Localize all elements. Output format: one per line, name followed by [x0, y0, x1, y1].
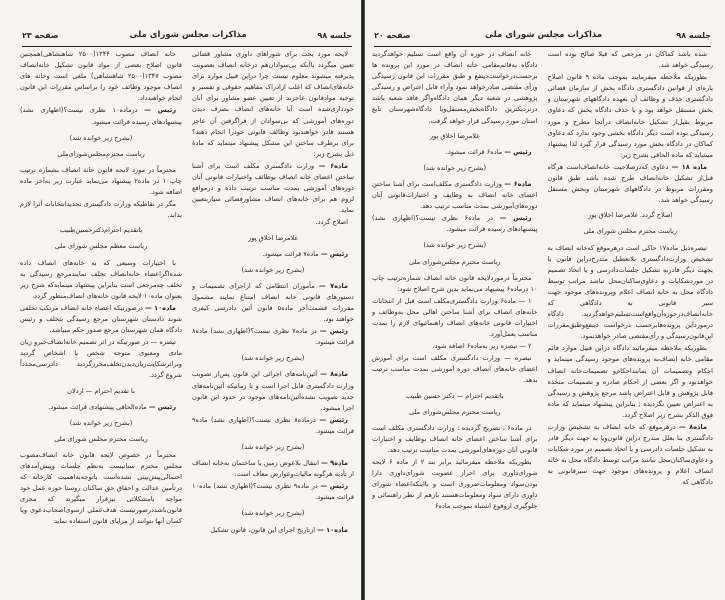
book-gutter — [361, 0, 365, 600]
centered-note — [20, 434, 182, 445]
block-text: غلامرضا اخلاق پور — [429, 131, 480, 140]
centered-note — [192, 508, 354, 519]
paragraph — [192, 49, 354, 160]
signature-line — [20, 386, 182, 397]
text-column-left — [372, 49, 538, 560]
header-rule — [22, 46, 352, 48]
paragraph — [192, 217, 354, 228]
article-text — [192, 161, 354, 216]
paragraph — [372, 341, 538, 352]
article-label: ماده۸ — — [320, 370, 349, 379]
article-label: ماده۱۰ — — [145, 303, 177, 312]
article-text — [192, 281, 354, 325]
paragraph — [372, 353, 538, 386]
article-label: ماده۶ — — [504, 179, 532, 188]
block-text: درصورتیکه اعضاء خانه انصاف مرتکب تخلفی شوند دادستان شهرستان مرجع رسیدگی بتخلف و رئیس دادگاه همان شهرستان مرجع صدور حکم میباشد. — [20, 303, 182, 335]
block-text: نیصره‌ذیل ماده۱۷ حاکی است درهرموقع که‌خانه انصاف به تشخیص وزارت‌دادگستری بلاتعطیل متدرج‌دراین قانون یا بجهت دیگر قادربه تشکیل جلسات‌دادرسی و یا اتخاذ تصمیم در موردشکایات و دعاوی‌ساکنان‌محل نباشد مراتب توسط دادگاه محل به خانه انصاف اعلام وپرونده‌های موجود جهت سیر قانونی به دادگاهی که خانه‌انصاف‌درحوزه‌آن‌واقع‌است‌تسلیم‌خواهدگردید. دادگاه درموردآین پرونده‌هابرحسب درخواست ذینفع‌وطبق‌مقررات این‌قانون‌رسیدگی و رأی‌مقتضی صادر خواهدنمود. — [547, 243, 713, 341]
block-text: تبصره — وزارت دادگستری مکلف است برای آموزش اعضای خانه‌های انصاف دوره آموزشی بمدت مناسب ترتیب بدهد. — [372, 354, 538, 385]
block-text: (بشرح زیر خوانده شد) — [241, 354, 305, 363]
centered-note — [20, 241, 182, 252]
article-text — [548, 422, 714, 489]
paragraph — [372, 296, 538, 340]
paragraph — [548, 243, 714, 343]
block-text: انتقال بلاعوض زمین یا ساختمان به‌خانه انصاف از تأدیه هرگونه مالیات‌وعوارض معاف است. — [192, 459, 354, 479]
block-text: (بشرح زیر خوانده شد) — [241, 265, 305, 274]
block-text: (بشرح زیر خوانده شد) — [69, 418, 133, 427]
block-text: با اختیارات وسیعی که به خانه‌های انصاف داده شده‌اگراعضاء خانه‌انصاف تخلف نمایندمرجع رسیدگی به تخلف چه‌مرجعی است بنابراین پیشنهاد مینمایدکه شرح زیر بعنوان ماده۱۰ لایحه قانون خانه‌های انصاف‌منظور گردد. — [20, 258, 182, 300]
block-text: تبصره — در صورتیکه در اثر تصمیم خانه‌انصاف‌خبرو زیان مادی ومعنوی متوجه شخص یا اشخاص گردید وبراثرشکایت‌زیان‌دیدن‌تخلف‌محرزگردید دادرسی‌مجدداً شروع گردد. — [20, 338, 182, 380]
right-page-header — [374, 27, 711, 43]
block-text: شده باشد کماکان در مرجعی که قبلا صالح بوده است رسیدگی خواهد شد. — [547, 50, 713, 70]
speaker-line — [192, 415, 354, 437]
article-text — [372, 179, 538, 212]
article-text — [548, 162, 714, 206]
block-text: ازتاریخ اجرای این قانون، قانون تشکیل — [210, 525, 316, 534]
block-text: اصلاح گردد. غلامرضا اخلاق پور — [588, 211, 673, 220]
signature-line — [20, 225, 182, 236]
block-text: (بشرح زیر خوانده شد) — [423, 241, 487, 250]
article-label: ماده۱۰ — — [317, 525, 348, 534]
article-text — [20, 303, 182, 336]
session-number: جلسه ۹۸ — [676, 30, 711, 40]
block-text: خانه انصاف مصوب ۱۳۴۴(۲۵۰۰ شاهنشاهی)همچنین قانون اصلاح بعضی از مواد قانون تشکیل خانه‌انصاف مصوب ۱۳۴۷(۲۵۰۰ شاهنشاهی) ملغی است وخانه های انصاف موجود وظائف خود را براساس مقررات این قانون انجام خواهندداد. — [20, 50, 182, 103]
block-text: ریاست محترم مجلس شورای ملی — [583, 227, 678, 236]
block-text: بطوریکه ملاحظه میفرمایند بموجب ماده ۹ قانون اصلاح پاره‌ای از قوانین دادگستری دادگاه بخش از سازمان قضائی دادگستری حذف و وظائف آن بعهده دادگاههای شهرستان و بخش مستقل خواهد بود و با حذف دادگاه بخش که دعاوی مربوط بقبل‌از تشکیل خانه‌انصاف درآنجا مطرح و مورد رسیدگی بوده است دیگر دادگاه بخشی وجود ندارد که دعاوی کماکان در دادگاه بخش مورد رسیدگی قرار گیرد لذا پیشنهاد میشاید که ماده الحاقی بشرح زیر: — [547, 73, 713, 159]
block-text: ماده۷ قرائت میشود. — [262, 249, 319, 258]
speaker-name: رئیس — — [319, 327, 348, 336]
speaker-name: رئیس — — [144, 106, 176, 115]
block-text: خانه انصاف در حوزه آن واقع است تسلیم خواهدگردید دادگاه به‌قائم‌مقامی خانه انصاف در مورد این پرونده ها برحسب‌درخواست‌ذینفع و طبق مقررات این قانون رسیدگی ورأی مقتضی صادرخواهد نمود وآراء قابل اعتراض و رسیدگی پژوهشی در شعبه دیگر همان دادگاه‌واگر فاقد شعبه باشد درنزدیکترین دادگاه‌بخش‌مستقل‌ویا دادگاه‌شهرستان تابع استان مورد رسیدگی قرار خواهد گرفت. — [372, 50, 538, 125]
block-text: در ماده۹ نظری نیست؟(اظهاری نشد) ماده۱۰ قرائت میشود. — [192, 482, 354, 502]
running-title: مذاکرات مجلس شورای ملی — [484, 30, 603, 40]
centered-note — [20, 149, 182, 160]
speaker-name: رئیس — — [504, 147, 532, 156]
text-column-right — [192, 49, 354, 560]
block-text: درماده۱۰ نظری نیست؟(اظهاری نشد) پیشنهادهای رسیده قرائت میشود. — [20, 106, 182, 126]
block-text: ریاست محترم مجلس‌شورای ملی — [408, 257, 501, 266]
block-text: غلامرضا اخلاق پور — [248, 233, 298, 242]
paragraph — [372, 423, 538, 456]
block-text: باتقدیم احترام — دکتر حسین طبیب — [405, 391, 504, 400]
centered-note — [372, 257, 538, 268]
block-text: (بشرح زیر خوانده شد) — [423, 163, 487, 172]
block-text: باتقدیم احترام‌دکترحسین‌طبیب — [59, 226, 143, 235]
speaker-line — [192, 481, 354, 503]
block-text: درهرموقع که خانه انصاف به تشخیص وزارت دادگستری بنا بعلل مندرج دراین قانون‌ویا به جهت دیگر قادر به تشکیل جلسات دادرسی و یا اتخاذ تصمیم در مورد شکایات و دعاوی‌ساکنان‌محل نباشد مراتب توسط دادگاه محل به خانه انصاف اعلام و پرونده‌های موجود جهت سیرقانونی به دادگاهی که — [547, 423, 713, 487]
block-text: محترماً درموردلایحه قانون خانه انصاف شماره‌ترتیب چاپ ۱۰ درماده۶ پیشنهاد می‌نماید بدین شرح اصلاح شود: — [372, 273, 538, 293]
paragraph — [20, 165, 182, 198]
centered-note — [372, 240, 538, 251]
paragraph — [20, 199, 182, 221]
block-text: در ماده۶ نظری نیست؟(اظهاری نشد) پیشنهادهای رسیده قرائت میشود. — [372, 214, 538, 234]
article-text — [192, 458, 354, 480]
paragraph — [20, 258, 182, 302]
article-text — [192, 369, 354, 413]
signature-line — [548, 210, 714, 221]
article-label: ماده ۱۸ — — [671, 162, 707, 171]
paragraph — [548, 343, 714, 421]
speaker-name: رئیس — — [319, 415, 348, 424]
block-text: (بشرح زیر خوانده شد) — [241, 509, 305, 518]
text-column-left — [20, 49, 182, 560]
page-number: صفحه ۲۳ — [22, 30, 59, 40]
paragraph — [372, 49, 538, 127]
block-text: وزارت دادگستری مکلف است برای آشنا ساختن اعضای خانه انصاف بوظائف واختیارات قانونی آنان دوره‌های آموزشی بمدت مناسب ترتیب داده و درمواقع لزوم هم برای خانه‌های انصاف مشاورقضائی سیاربتعیین نماید. — [192, 161, 354, 215]
block-text: دعاوی که‌درصلاحیت خانه‌انصاف‌است هرگاه قبل‌از تشکیل خانه‌انصاف طرح شده باشد طبق قانون ومقررات مربوط در دادگاههای شهرستان وبخش مستقل رسیدگی خواهد شد. — [547, 162, 713, 205]
block-text: (بشرح زیر خوانده شد) — [69, 133, 133, 142]
block-text: با تقدیم احترام — اردلان — [67, 386, 135, 395]
left-page — [0, 0, 362, 600]
centered-note — [192, 442, 354, 453]
right-page — [362, 0, 725, 600]
block-text: در ماده۶ ، تصریح گردیده : وزارت دادگستری مکلف است برای آشنا ساختن اعضای خانه انصاف بوظایف و اختیارات قانونی آنان دوره‌های‌آموزشی بمدت مناسب ترتیب دهد. — [372, 423, 538, 454]
centered-note — [20, 418, 182, 429]
page-number: صفحه ۲۰ — [374, 30, 411, 40]
article-label: ماده۶ — — [318, 161, 348, 170]
article-label: ماده۹ — — [321, 459, 349, 468]
session-number: جلسه ۹۸ — [317, 30, 352, 40]
speaker-line — [372, 147, 538, 158]
signature-line — [192, 233, 354, 244]
centered-note — [548, 226, 714, 237]
paragraph — [548, 72, 714, 161]
block-text: در ماده۷ نظری نیست؟(اظهاری نشد) ماده۸ قرائت میشود. — [192, 327, 354, 347]
block-text: درماده۸ نظری نیست؟(اظهاری نشد) ماده۹ قرائت میشود. — [192, 415, 354, 435]
block-text: وزارت دادگستری مکلف‌است برای آشنا ساختن اعضای خانه انصاف به وظایف و اختیارات‌قانونی آنان دوره‌های‌آموزشی بمدت مناسب ترتیب دهد. — [372, 179, 538, 211]
block-text: مگر در نقاطیکه وزارت دادگستری تجدیدانتخابات آنرا لازم بداند. — [20, 200, 182, 220]
centered-note — [192, 265, 354, 276]
block-text: بطوریکه ملاحظه میفرمائید برابر بند ۲ از ماده ۶ لایحه شورای‌داوری برای احراز عضویت شورای‌داوری دارا بودن‌سواد ومعلومات‌ضروری است و بااینکه‌اعضاء شورای داوری دارای سواد ومعلومات‌هستند بازهم از نظر راهنمائی و جلوگیری ازوقوع اشتباه بموجب ماده۶ — [372, 458, 538, 511]
speaker-name: رئیس — — [499, 214, 532, 223]
paragraph — [372, 273, 538, 295]
block-text: بطوریکه ملاحظه میفرمائید دادگاه دراین قبیل موارد قائم مقامی خانه انصاف‌به پرونده‌های موجود رسیدگی مینماید و احکام وتصمیمات آن بمانند‌احکام‌و تصمیمات‌خانه انصاف خواهدبود و اگر بعضی از احکام صادره و تصمیمات متخذه قابل پژوهش و قابل اعتراض باشد مرجع پژوهش و رسیدگی به اعتراض تعیین نگردیده ; بنابراین پیشنهاد مینماید که ماده فوق الذکر بشرح زیر اصلاح گردد. — [547, 344, 713, 419]
centered-note — [192, 353, 354, 364]
block-text: آئین‌نامه‌های اجرائی این قانون پس‌از تصویب وزارت دادگستری قابل اجرا است و تا زمانیکه آئین‌نامه‌های جدید تصویب نشده‌آئین‌نامه‌های موجود در حدود این قانون اجرا میشود. — [192, 370, 354, 412]
paragraph — [548, 49, 714, 71]
header-rule — [374, 46, 711, 48]
block-text: اصلاح گردد. — [315, 218, 348, 227]
block-text: لایحه مورد بحث برای شوراهای داوری مشاور قضائی تعیین میگردد باآنکه بی‌سوادان‌هم درخانه انصاف بعضویت پذیرفته میشوند معلوم نیست چرا دراین قبیل موارد برای خانه‌های‌انصاف که اغلب ازادراک مفاهیم حقوقی و تفسیر و توجیه موادقانون عاجزند از تعیین عضو مشاور برای آنان خودداری‌شده است آیا خانه‌های انصاف بصرف دیدن دوره‌های آموزشی که بی‌سوادان از فراگرفتن آن عاجز هستند قادر خواهندبود وظائف قانونی خودرا انجام دهند؟ برای برطرف ساختن این مشکل پیشنهاد مینماید که مادهٔ ذیل بشرح زیر: — [192, 50, 354, 158]
centered-note — [372, 407, 538, 418]
article-label: ماده۷ — — [319, 281, 348, 290]
signature-line — [372, 131, 538, 142]
block-text: ریاست محترم مجلس‌شورای ملی — [408, 407, 501, 416]
centered-note — [20, 133, 182, 144]
text-column-right — [548, 49, 714, 560]
block-text: ۱ — ماده۶ وزارت دادگستری‌مکلف است قبل از انتخابات خانه‌های انصاف برای آشنا ساختن اهالی محل به‌وظائف و اختیارات قانونی خانه‌های انصاف راهنمائیهای لازم را بمدت مناسب بعمل‌آورد. — [372, 296, 538, 339]
block-text: ماده۶ قرائت میشود. — [445, 147, 503, 156]
block-text: (بشرح زیر خوانده شد) — [241, 443, 305, 451]
paragraph — [372, 457, 538, 512]
paragraph — [20, 49, 182, 104]
article-label: ماده۸ — — [679, 423, 707, 431]
block-text: محترماً در خصوص لایحه قانون خانه انصاف‌مصوب مجلس محترم سنا‌نیست به‌نظم جلسات وپیش‌آمدهای احتمالی‌پیش‌بینی نشده‌است باتوجه‌به‌اهمیت کارخانه که درتأمین عدالت و احقاق حق ساکنان روستا حوزه عمل خود مواجه بامشکلاتی نیزقرار میگیرند که مجری قانون‌باشد‌درصورتیست‌ هدف‌عملی ازسوی‌اصحاب‌دعوی ویا کسان آنها بتوانند از مزایای قانون استفاده نماید — [20, 450, 182, 526]
article-text — [192, 525, 354, 536]
speaker-line — [20, 402, 182, 413]
speaker-name: رئیس — — [320, 482, 348, 491]
speaker-line — [20, 105, 182, 127]
paragraph — [20, 450, 182, 528]
right-page-columns — [372, 49, 713, 560]
block-text: محترماً در مورد لایحه قانون خانه انصاف بشماره ترتیب چاپ۱۰ در ماده۲ پیشنهاد می‌نماید عبارت زیر به‌آخر ماده اضافه شود. — [20, 165, 182, 197]
paragraph — [20, 337, 182, 381]
signature-line — [372, 391, 538, 402]
speaker-line — [192, 249, 354, 260]
speaker-name: رئیس — — [148, 402, 176, 411]
block-text: ۲ — تبصره زیر به‌ماده۶ اضافه شود. — [432, 342, 532, 351]
block-text: ماده‌الحاقی پیشنهادی قرائت میشود. — [48, 402, 147, 411]
left-page-columns — [20, 49, 354, 560]
block-text: ریاست محترم‌مجلس‌شورای‌ملی — [57, 149, 145, 158]
block-text: مأموران انتظامی که ازاجرای تصمیمات و دستورهای قانونی خانه انصاف امتناع نمایند مشمول مقررات قسمت‌آخر ماده۵ قانون آئین دادرسی کیفری خواهند بود. — [192, 281, 354, 324]
running-title: مذاکرات مجلس شورای ملی — [129, 30, 247, 40]
speaker-name: رئیس — — [320, 249, 348, 258]
speaker-line — [372, 213, 538, 235]
block-text: ریاست محترم مجلس شورای ملی — [54, 434, 148, 443]
left-page-header — [22, 27, 352, 43]
centered-note — [372, 163, 538, 174]
speaker-line — [192, 326, 354, 348]
block-text: ریاست معظم مجلس شورای ملی — [54, 242, 148, 251]
